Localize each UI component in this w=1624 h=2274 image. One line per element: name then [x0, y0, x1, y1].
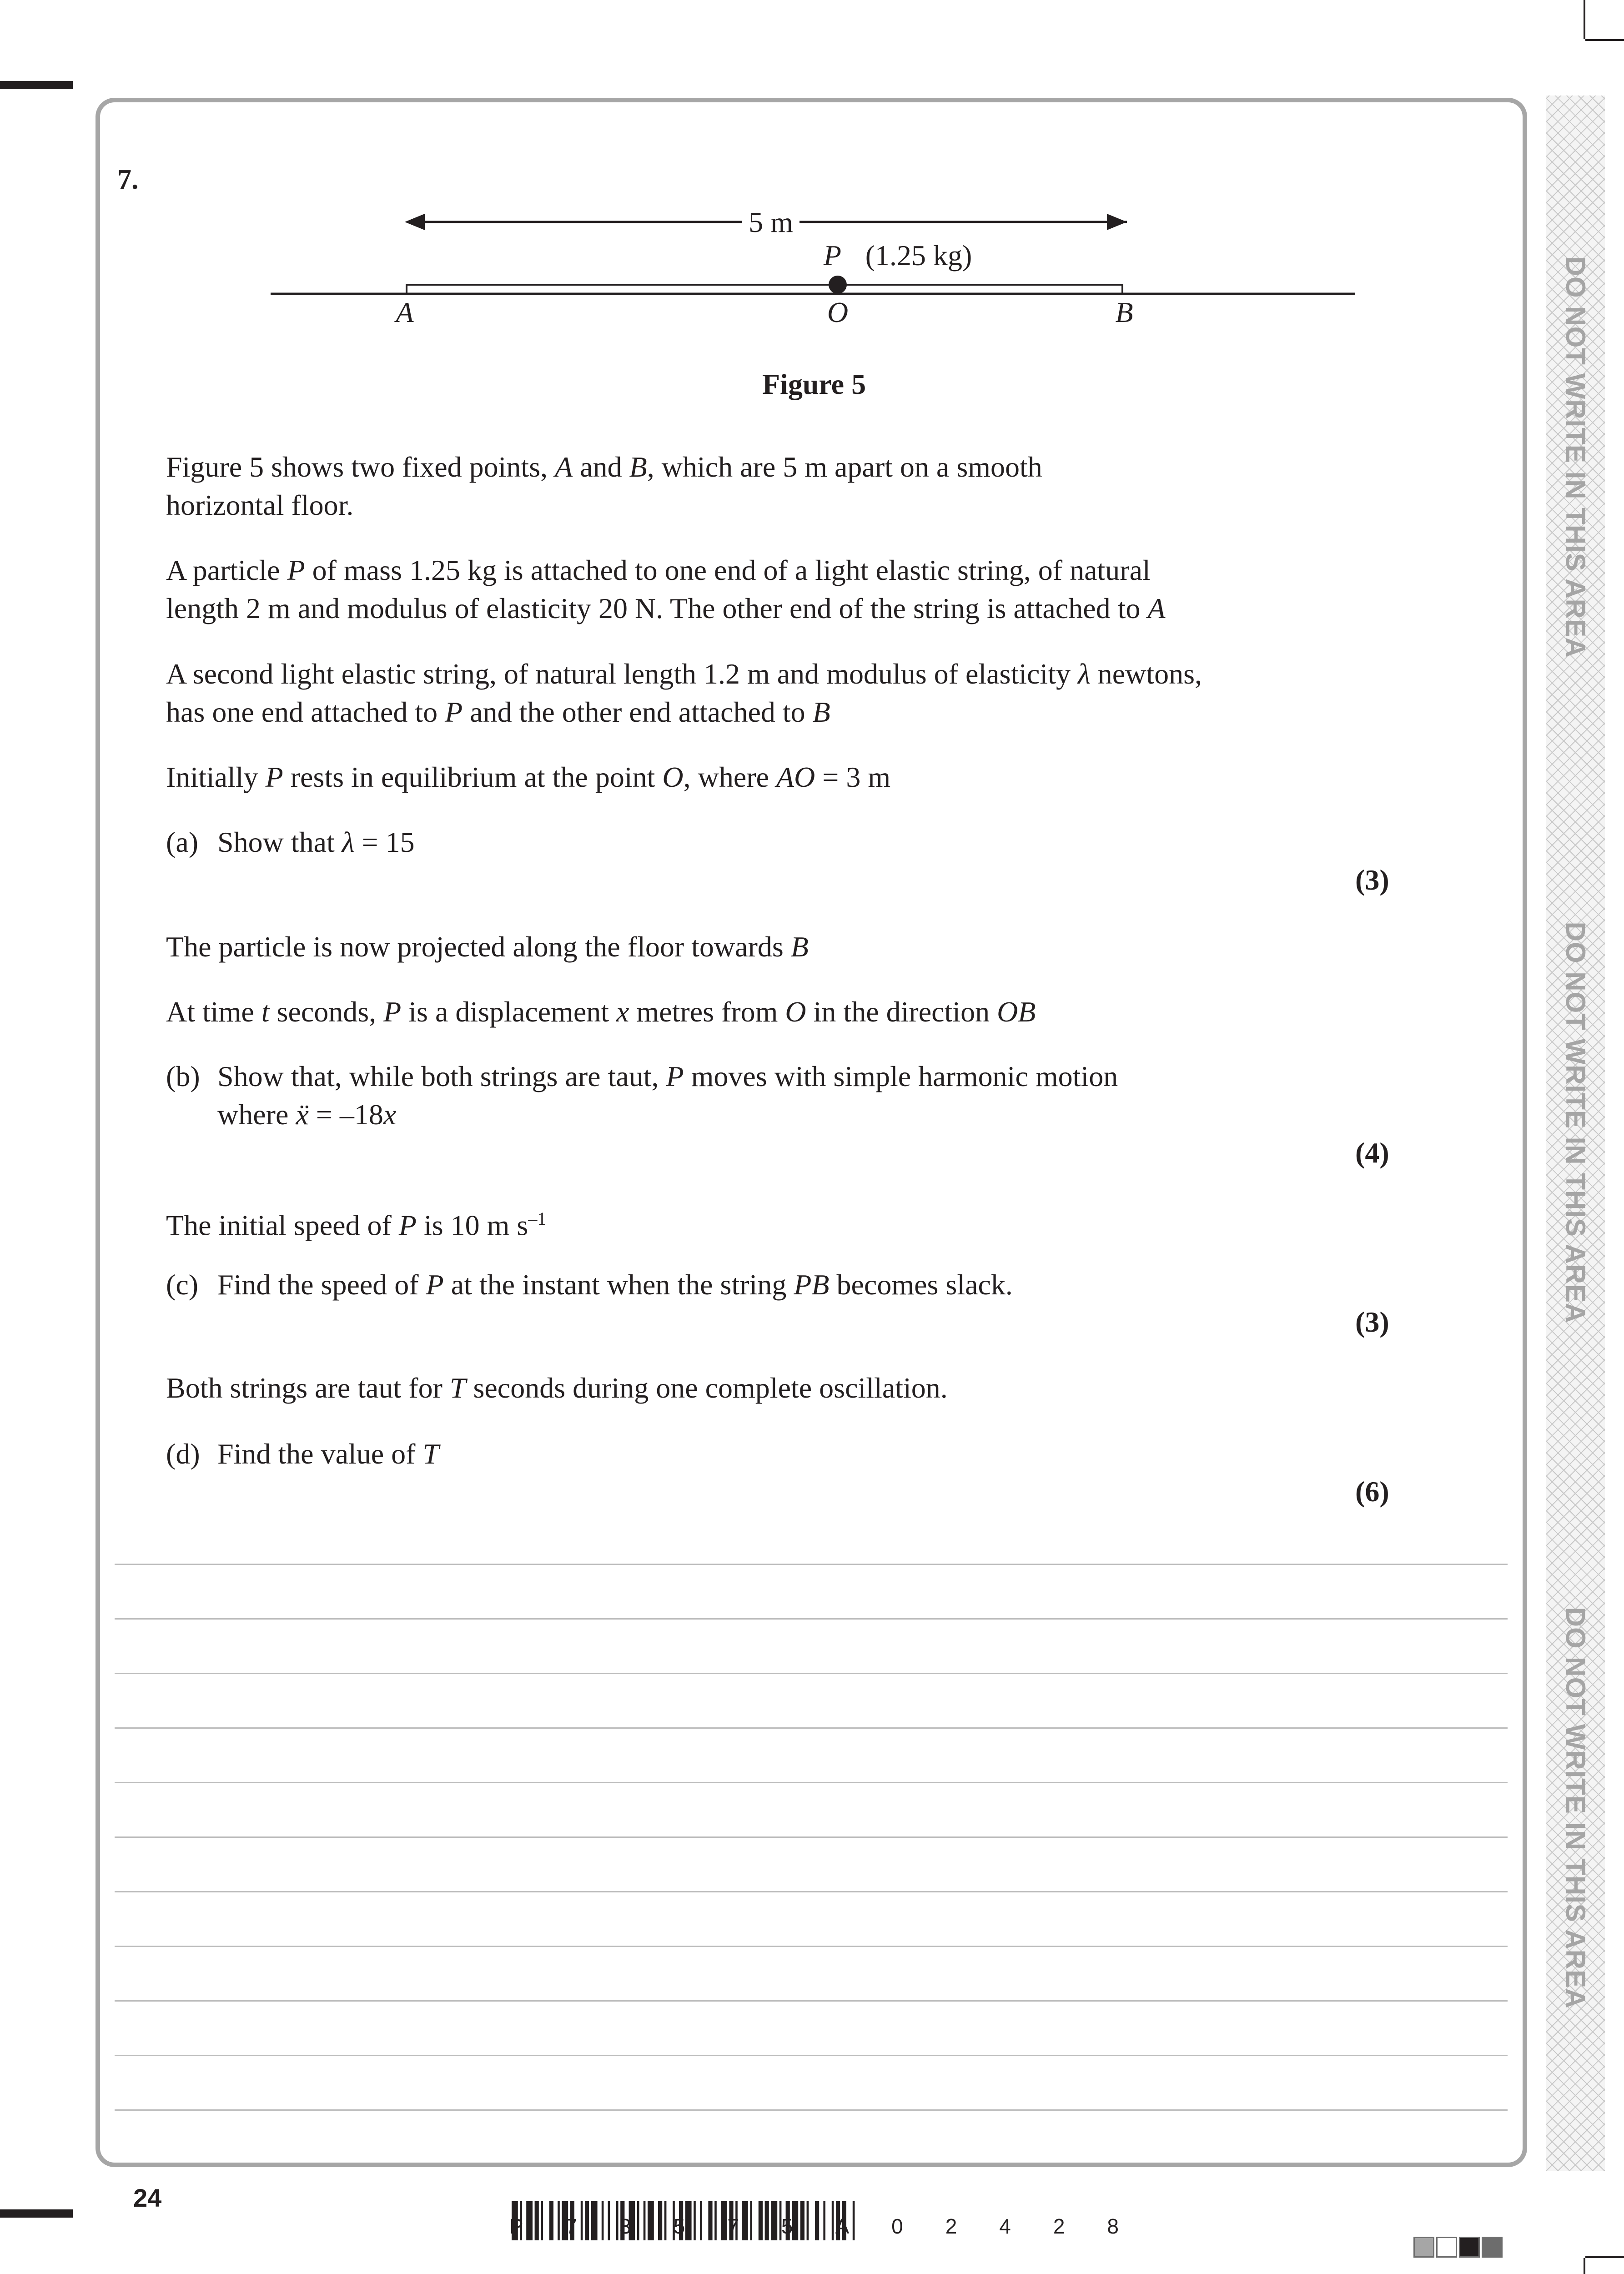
figure-caption: Figure 5	[762, 368, 866, 400]
answer-line[interactable]	[115, 1564, 1508, 1565]
part-d-text: Find the value of T	[217, 1438, 439, 1470]
answer-line[interactable]	[115, 1618, 1508, 1620]
barcode-digit: 7	[727, 2214, 739, 2238]
paragraph-first-string: A particle P of mass 1.25 kg is attached to one end of a light elastic string, of natural length 2 m and modulus of elasticity 20 N. The other end of the string is attached to A	[166, 554, 1166, 624]
paragraph-projection: The particle is now projected along the floor towards B	[166, 931, 809, 963]
point-o-label: O	[827, 296, 849, 328]
part-a-text: Show that λ = 15	[217, 826, 415, 858]
paragraph-equilibrium: Initially P rests in equilibrium at the point O, where AO = 3 m	[166, 761, 891, 793]
part-d-marks: (6)	[1355, 1475, 1389, 1508]
shade-squares	[1413, 2237, 1503, 2258]
answer-line[interactable]	[115, 1836, 1508, 1838]
barcode-digit: A	[835, 2214, 850, 2238]
barcode-digit: 3	[619, 2214, 631, 2238]
registration-mark-top-right-v	[1584, 0, 1585, 39]
figure-5-diagram	[264, 196, 1364, 346]
string-line	[407, 285, 1122, 294]
answer-line[interactable]	[115, 1673, 1508, 1674]
distance-label: 5 m	[749, 206, 793, 238]
answer-line[interactable]	[115, 2055, 1508, 2056]
margin-warning-middle: DO NOT WRITE IN THIS AREA	[1560, 921, 1591, 1323]
barcode-digits	[509, 2214, 1119, 2239]
part-c-label: (c)	[166, 1268, 199, 1301]
answer-line[interactable]	[115, 1782, 1508, 1783]
registration-mark-bottom-right-h	[1585, 2256, 1624, 2258]
answer-line[interactable]	[115, 1891, 1508, 1892]
point-a-label: A	[396, 296, 414, 328]
shade-square	[1436, 2237, 1457, 2258]
answer-line[interactable]	[115, 2109, 1508, 2111]
barcode-digit: 2	[945, 2214, 957, 2238]
barcode-digit: 5	[673, 2214, 685, 2238]
part-b-text: Show that, while both strings are taut, P moves with simple harmonic motion where ẍ = –18x	[217, 1060, 1118, 1131]
registration-mark-top-right-h	[1585, 39, 1624, 41]
barcode-digit: 7	[565, 2214, 578, 2238]
part-c-marks: (3)	[1355, 1306, 1389, 1338]
particle-mass-label: (1.25 kg)	[865, 239, 972, 272]
paragraph-displacement: At time t seconds, P is a displacement x metres from O in the direction OB	[166, 996, 1036, 1028]
particle-p	[829, 276, 847, 294]
page-number: 24	[133, 2183, 162, 2212]
answer-line[interactable]	[115, 1727, 1508, 1729]
paragraph-fixed-points: Figure 5 shows two fixed points, A and B, which are 5 m apart on a smooth horizontal floor.	[166, 451, 1042, 521]
barcode-digit: 8	[1107, 2214, 1119, 2238]
arrowhead-right-icon	[1107, 214, 1127, 230]
paragraph-second-string: A second light elastic string, of natural length 1.2 m and modulus of elasticity λ newtons, has one end attached to P and the other end attached to B	[166, 658, 1202, 728]
paragraph-initial-speed: The initial speed of P is 10 m $s^{-1}$	[166, 1208, 547, 1242]
shade-square	[1413, 2237, 1434, 2258]
barcode-digit: 0	[891, 2214, 903, 2238]
margin-warning-top: DO NOT WRITE IN THIS AREA	[1560, 256, 1591, 658]
answer-line[interactable]	[115, 2000, 1508, 2002]
part-a-label: (a)	[166, 826, 199, 858]
part-b-label: (b)	[166, 1060, 200, 1092]
barcode-digit: 5	[781, 2214, 793, 2238]
part-c-text: Find the speed of P at the instant when the string PB becomes slack.	[217, 1268, 1013, 1301]
paragraph-both-taut: Both strings are taut for T seconds during one complete oscillation.	[166, 1372, 948, 1404]
particle-label: P	[823, 239, 841, 272]
arrowhead-left-icon	[405, 214, 425, 230]
barcode-digit: 2	[1053, 2214, 1065, 2238]
part-a-marks: (3)	[1355, 864, 1389, 896]
registration-mark-bottom-right-v	[1584, 2258, 1585, 2274]
registration-mark-top-left	[0, 81, 73, 89]
point-b-label: B	[1115, 296, 1133, 328]
barcode-digit: 4	[999, 2214, 1011, 2238]
part-d-label: (d)	[166, 1438, 200, 1470]
registration-mark-bottom-left	[0, 2209, 73, 2218]
question-number: 7.	[117, 164, 139, 195]
shade-square	[1482, 2237, 1503, 2258]
shade-square	[1459, 2237, 1480, 2258]
part-b-marks: (4)	[1355, 1137, 1389, 1169]
margin-warning-bottom: DO NOT WRITE IN THIS AREA	[1560, 1607, 1591, 2009]
answer-line[interactable]	[115, 1946, 1508, 1947]
barcode-digit: P	[509, 2214, 523, 2238]
